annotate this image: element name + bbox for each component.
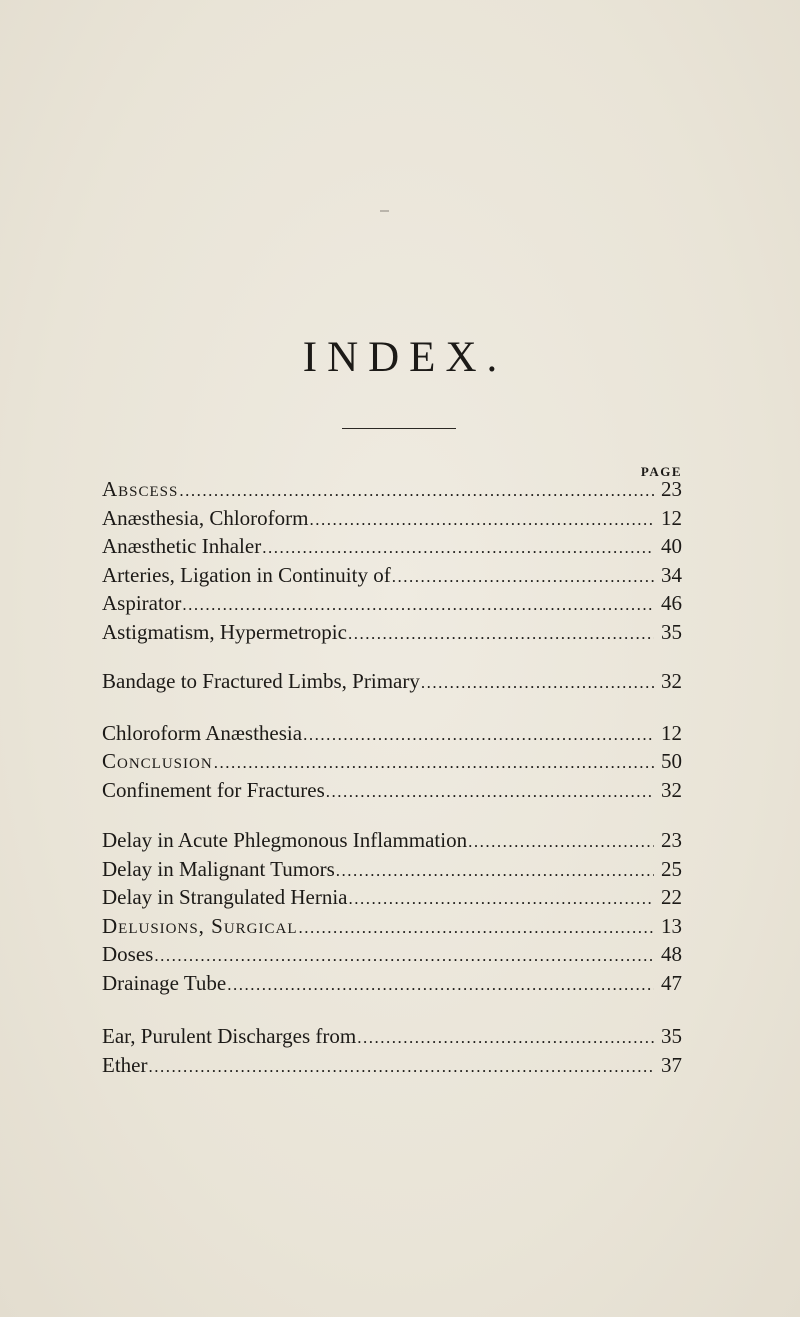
entry-page: 35 — [661, 620, 682, 644]
entry-page: 50 — [661, 749, 682, 773]
index-entry — [102, 505, 682, 531]
entry-page: 35 — [661, 1024, 682, 1048]
entry-term: Astigmatism, Hypermetropic — [102, 620, 347, 644]
dot-leader — [154, 943, 654, 967]
index-entry — [102, 970, 682, 996]
title-rule — [342, 428, 456, 429]
index-entry — [102, 476, 682, 502]
index-entry — [102, 720, 682, 746]
entry-term: Ear, Purulent Discharges from — [102, 1024, 357, 1048]
dot-leader — [336, 858, 654, 882]
dot-leader — [179, 478, 654, 502]
print-speck — [380, 210, 389, 212]
entry-term: Doses — [102, 942, 154, 966]
entry-term: Abscess — [102, 477, 179, 501]
dot-leader — [348, 621, 654, 645]
entry-page: 48 — [661, 942, 682, 966]
index-entry — [102, 748, 682, 774]
index-title: INDEX. — [302, 334, 508, 381]
dot-leader — [468, 829, 654, 853]
entry-page: 32 — [661, 778, 682, 802]
index-entry — [102, 777, 682, 803]
entry-page: 34 — [661, 563, 682, 587]
entry-page: 37 — [661, 1053, 682, 1077]
entry-page: 23 — [661, 477, 682, 501]
entry-term: Anæsthesia, Chloroform — [102, 506, 309, 530]
entry-page: 13 — [661, 914, 682, 938]
index-entry — [102, 533, 682, 559]
dot-leader — [182, 592, 654, 616]
index-entry — [102, 884, 682, 910]
entry-page: 23 — [661, 828, 682, 852]
entry-term: Delay in Malignant Tumors — [102, 857, 335, 881]
entry-term: Delusions, Surgical — [102, 914, 298, 938]
index-entry — [102, 1023, 682, 1049]
entry-term: Anæsthetic Inhaler — [102, 534, 262, 558]
dot-leader — [227, 972, 654, 996]
entry-term: Aspirator — [102, 591, 182, 615]
index-entry — [102, 827, 682, 853]
index-entry — [102, 856, 682, 882]
entry-page: 25 — [661, 857, 682, 881]
entry-page: 46 — [661, 591, 682, 615]
dot-leader — [421, 670, 654, 694]
dot-leader — [326, 779, 654, 803]
index-entry — [102, 562, 682, 588]
index-entry — [102, 668, 682, 694]
index-entry — [102, 913, 682, 939]
index-entry — [102, 590, 682, 616]
entry-term: Ether — [102, 1053, 148, 1077]
entry-page: 47 — [661, 971, 682, 995]
entry-term: Delay in Acute Phlegmonous Inflammation — [102, 828, 468, 852]
index-entry — [102, 1052, 682, 1078]
entry-page: 32 — [661, 669, 682, 693]
entry-term: Chloroform Anæsthesia — [102, 721, 303, 745]
entry-term: Conclusion — [102, 749, 213, 773]
entry-term: Bandage to Fractured Limbs, Primary — [102, 669, 420, 693]
page-column-label: PAGE — [640, 464, 682, 479]
entry-page: 12 — [661, 721, 682, 745]
entry-page: 12 — [661, 506, 682, 530]
entry-page: 22 — [661, 885, 682, 909]
dot-leader — [148, 1054, 654, 1078]
dot-leader — [309, 507, 654, 531]
index-entry — [102, 941, 682, 967]
entry-term: Confinement for Fractures — [102, 778, 325, 802]
dot-leader — [392, 564, 654, 588]
entry-term: Arteries, Ligation in Continuity of — [102, 563, 391, 587]
entry-page: 40 — [661, 534, 682, 558]
dot-leader — [349, 886, 655, 910]
dot-leader — [303, 722, 654, 746]
index-entry — [102, 619, 682, 645]
dot-leader — [214, 750, 654, 774]
entry-term: Delay in Strangulated Hernia — [102, 885, 348, 909]
entry-term: Drainage Tube — [102, 971, 227, 995]
dot-leader — [357, 1025, 654, 1049]
dot-leader — [299, 915, 654, 939]
dot-leader — [262, 535, 654, 559]
